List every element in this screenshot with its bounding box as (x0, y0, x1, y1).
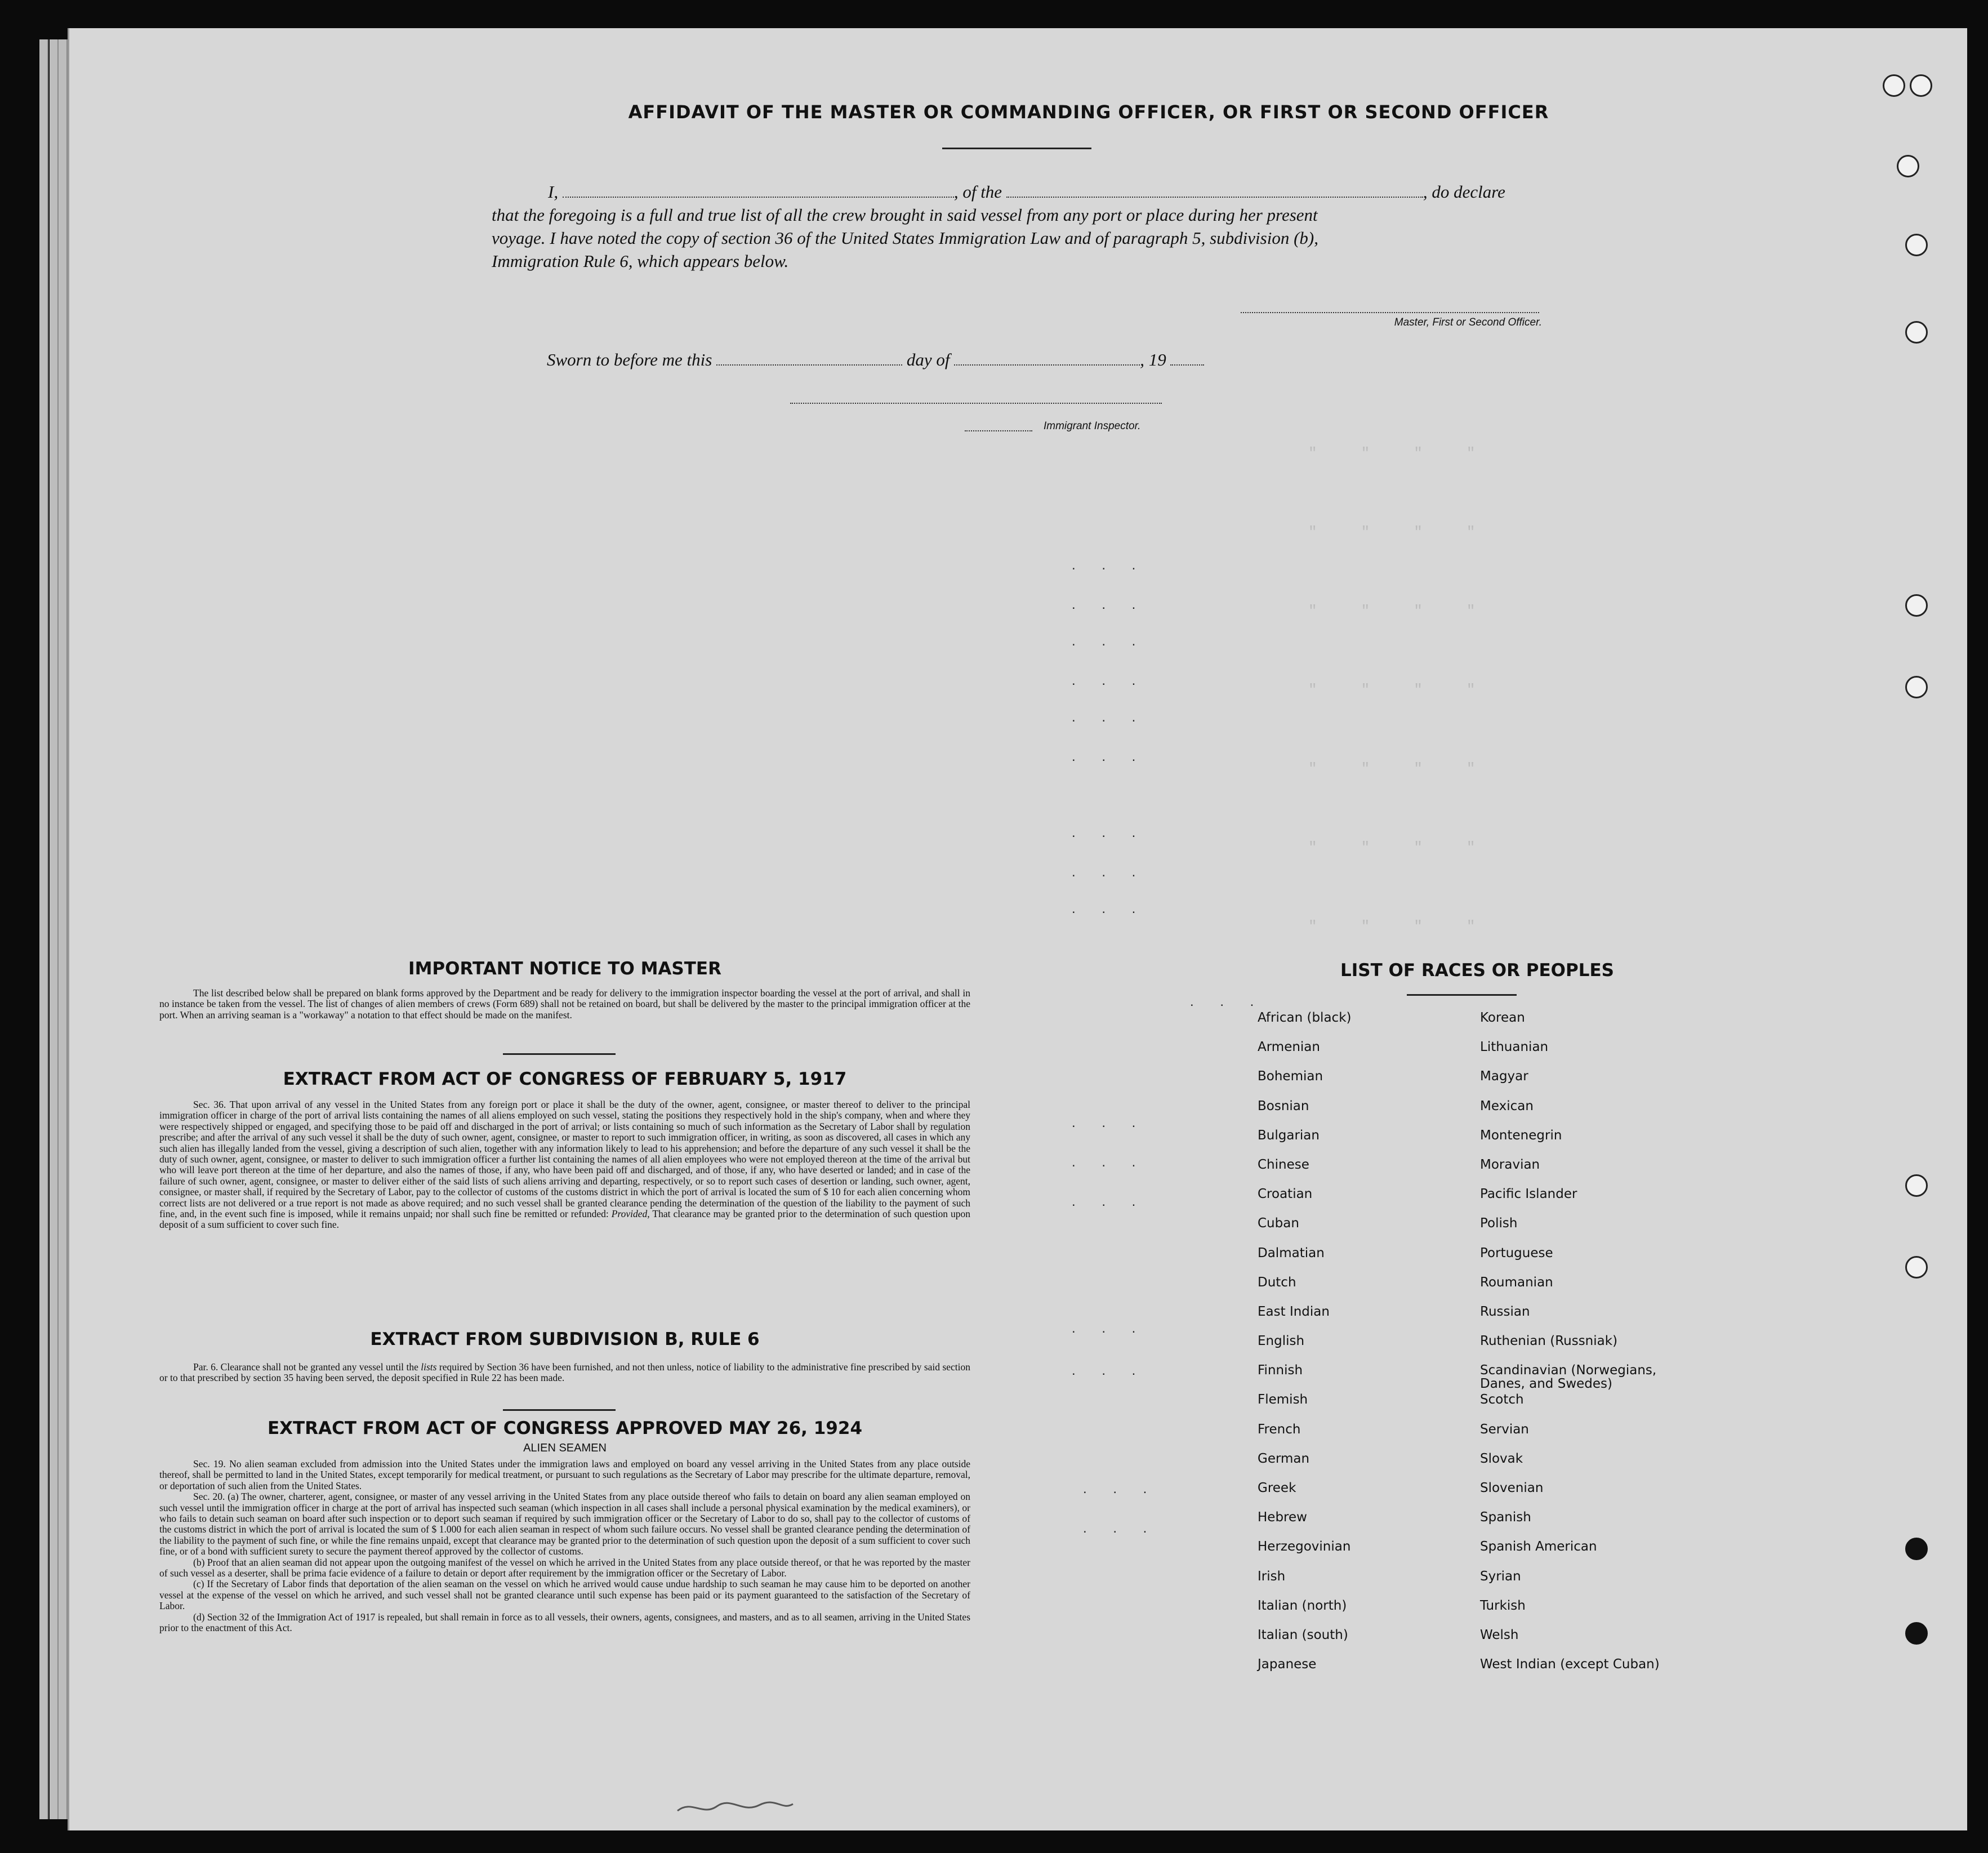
master-signature-line[interactable] (1241, 312, 1539, 313)
act-1917-title: EXTRACT FROM ACT OF CONGRESS OF FEBRUARY 5, 1917 (283, 1069, 847, 1089)
race-item: Croatian (1258, 1187, 1313, 1202)
inspector-short-line (965, 430, 1032, 431)
affidavit-line2: that the foregoing is a full and true list of all the crew brought in said vessel from any port or place during her present (492, 205, 1318, 225)
race-item: Slovenian (1480, 1481, 1544, 1495)
race-item: Pacific Islander (1480, 1187, 1577, 1202)
race-item: Welsh (1480, 1627, 1519, 1642)
race-item: Montenegrin (1480, 1128, 1562, 1143)
race-item: Roumanian (1480, 1275, 1553, 1290)
race-item: Italian (south) (1258, 1627, 1348, 1642)
race-item: Korean (1480, 1010, 1525, 1025)
race-item: French (1258, 1422, 1301, 1437)
race-item: Herzegovinian (1258, 1539, 1351, 1554)
binder-hole-icon (1905, 1174, 1928, 1197)
race-item: Japanese (1258, 1657, 1317, 1672)
race-item: Bulgarian (1258, 1128, 1320, 1143)
race-item: East Indian (1258, 1304, 1330, 1319)
races-column-1 (1258, 1011, 1351, 1687)
rule-6-divider (503, 1409, 616, 1411)
race-item: Irish (1258, 1569, 1286, 1584)
sworn-year-blank[interactable] (1170, 350, 1204, 366)
form-sheet: " " " " " " " " " " " " " " " " " " " " " " " " " " " " . . . . . . . . . . . . . . . . . . . . . . . . . . . . . . . . . . . . . . . . . . . . . . . . . . . AFFIDAVIT OF THE MASTER OR COMMANDING OFFICER, OR FIRST OR SECOND OFFICER I, , of the , do declare that the foregoing is a full and true list of all the crew brought in said vessel from any port or place during her present voyage. I have noted the copy of section 36 of the United States Immigration Law and of paragraph 5, subdivision (b), Immigration Rule 6, which appears below. Master, First or Second Officer. Sworn to before me this day of , 19 Immigrant Inspector. IMPORTANT NOTICE TO MASTER The list described below shall be prepared on blank forms approved by the Department and be ready for delivery to the immigration inspector boarding the vessel at the port of arrival, and shall in no instance be taken from the vessel. The list of changes of alien members of crews (Form 689) shall not be retained on board, but shall be delivered by the master to the principal immigration officer at the port. When an arriving seaman is a "workaway" a notation to that effect should be made on the manifest. EXTRACT FROM ACT OF CONGRESS OF FEBRUARY 5, 1917 Sec. 36. That upon arrival of any vessel in the United States from any foreign port or place it shall be the duty of the owner, agent, consignee, or master thereof to deliver to the principal immigration officer in charge of the port of arrival lists containing the names of all aliens employed on such vessel, stating the positions they respectively hold in the ship's company, when and where they were respectively shipped or engaged, and specifying those to be paid off and discharged in the port of arrival; or lists containing so much of such information as the Secretary of Labor shall by regulation prescribe; and after the arrival of any such vessel it shall be the duty of such owner, agent, consignee, or master to report to such immigration officer, in writing, as soon as discovered, all cases in which any such alien has illegally landed from the vessel, giving a description of such alien, together with any information likely to lead to his apprehension; and before the departure of any such vessel it shall be the duty of such owner, agent, consignee, or master to deliver to such immigration officer a further list containing the names of all alien employees who were not employed thereon at the time of the arrival but who will leave port thereon at the time of her departure, and also the names of those, if any, who have been paid off and discharged, and of those, if any, who have deserted or landed; and in case of the failure of such owner, agent, consignee, or master to deliver either of the said lists of such aliens arriving and departing, respectively, or so to report such cases of desertion or landing, such owner, agent, consignee, or master shall, if required by the Secretary of Labor, pay to the collector of customs of the customs district in which the port of arrival is located the sum of $ 10 for each alien concerning whom correct lists are not delivered or a true report is not made as above required; and no such vessel shall be granted clearance pending the determination of the question of the liability to the payment of such fine, and, in the event such fine is imposed, while it remains unpaid; nor shall such fine be remitted or refunded: Provided, That clearance may be granted prior to the determination of such question upon deposit of a sum sufficient to cover such fine. EXTRACT FROM SUBDIVISION B, RULE 6 Par. 6. Clearance shall not be granted any vessel until the lists required by Section 36 have been furnished, and not then unless, notice of liability to the administrative fine prescribed by said section or to that prescribed by section 35 having been served, the deposit specified in Rule 22 has been made. EXTRACT FROM ACT OF CONGRESS APPROVED MAY 26, 1924 ALIEN SEAMEN Sec. 19. No alien seaman excluded from admission into the United States under the immigration laws and employed on board any vessel arriving in the United States from any place outside thereof, shall be permitted to land in the United States, except temporarily for medical treatment, or pursuant to such regulations as the Secretary of Labor may prescribe for the ultimate departure, removal, or deportation of such alien from the United States. Sec. 20. (a) The owner, charterer, agent, consignee, or master of any vessel arriving in the United States from any place outside thereof who fails to detain on board any alien seaman employed on such vessel until the immigration officer in charge at the port of arrival has inspected such seaman (which inspection in all cases shall include a personal physical examination by the medical examiners), or who fails to detain such seaman on board after such inspection or to deport such seaman if required by such immigration officer or the Secretary of Labor to do so, shall pay to the collector of customs of the customs district in which the port of arrival is located the sum of $ 1.000 for each alien seaman in respect of whom such failure occurs. No vessel shall be granted clearance pending the determination of the liability to the payment of such fine, or while the fine remains unpaid, except that clearance may be granted prior to the determination of such question upon the deposit of a sum sufficient to cover such fine, or of a bond with sufficient surety to secure the payment thereof approved by the collector of customs. (b) Proof that an alien seaman did not appear upon the outgoing manifest of the vessel on which he arrived in the United States from any place outside thereof, or that he was reported by the master of such vessel as a deserter, shall be prima facie evidence of a failure to detain or deport after requirement by the immigration officer or the Secretary of Labor. (c) If the Secretary of Labor finds that deportation of the alien seaman on the vessel on which he arrived would cause undue hardship to such seaman he may cause him to be deported on another vessel at the expense of the vessel on which he arrived, and such vessel shall not be granted clearance until such expense has been paid or its payment guaranteed to the satisfaction of the Secretary of Labor. (d) Section 32 of the Immigration Act of 1917 is repealed, but shall remain in force as to all vessels, their owners, agents, consignees, and masters, and as to all seamen, arriving in the United States prior to the enactment of this Act. LIST OF RACES OR PEOPLES African (black) Armenian Bohemian Bosnian Bulgarian Chinese Croatian Cuban Dalmatian Dutch East Indian English Finnish Flemish French German Greek Hebrew Herzegovinian Irish Italian (north) Italian (south) Japanese Korean Lithuanian Magyar Mexican Montenegrin Moravian Pacific Islander Polish Portuguese Roumanian Russian Ruthenian (Russniak) Scandinavian (Norwegians, Danes, and Swedes) Scotch Servian Slovak Slovenian Spanish Spanish American Syrian Turkish Welsh West Indian (except Cuban) (68, 28, 1967, 1830)
race-item: Greek (1258, 1481, 1296, 1495)
race-item: Dutch (1258, 1275, 1296, 1290)
affidavit-text: I, , of the , do declare that the foregoing is a full and true list of all the crew brought in said vessel from any port or place during her present voyage. I have noted the copy of section 36 of the United States Immigration Law and of paragraph 5, subdivision (b), Immigration Rule 6, which appears below. (492, 180, 1612, 273)
race-item: Servian (1480, 1422, 1529, 1437)
handwritten-mark-icon (675, 1794, 799, 1822)
race-item: Polish (1480, 1216, 1518, 1231)
race-item: German (1258, 1451, 1310, 1466)
race-item: Lithuanian (1480, 1040, 1549, 1055)
race-item: Moravian (1480, 1157, 1540, 1172)
sworn-day-blank[interactable] (716, 350, 902, 366)
race-item: Armenian (1258, 1040, 1320, 1055)
race-item: Slovak (1480, 1451, 1523, 1466)
race-item: West Indian (except Cuban) (1480, 1657, 1660, 1672)
sworn-month-blank[interactable] (954, 350, 1140, 366)
race-item: Dalmatian (1258, 1245, 1325, 1260)
master-signature-label: Master, First or Second Officer. (1394, 317, 1542, 328)
rule-6-text: Par. 6. Clearance shall not be granted any vessel until the lists required by Section 36 have been furnished, and not then unless, notice of liability to the administrative fine prescribed by said section or to that prescribed by section 35 having been served, the deposit specified in Rule 22 has been made. (159, 1361, 971, 1384)
races-column-2 (1480, 1011, 1660, 1687)
race-item: Bosnian (1258, 1098, 1309, 1113)
binder-hole-icon (1905, 1256, 1928, 1279)
race-item: African (black) (1258, 1010, 1352, 1025)
sworn-line: Sworn to before me this day of , 19 (547, 348, 1335, 371)
race-item: Bohemian (1258, 1069, 1323, 1084)
races-divider (1407, 994, 1517, 996)
race-item: Portuguese (1480, 1245, 1553, 1260)
notice-text: The list described below shall be prepared on blank forms approved by the Department and be ready for delivery to the immigration inspector boarding the vessel at the port of arrival, and shall in no instance be taken from the vessel. The list of changes of alien members of crews (Form 689) shall not be retained on board, but shall be delivered by the master to the principal immigration officer at the port. When an arriving seaman is a "workaway" a notation to that effect should be made on the manifest. (159, 987, 970, 1021)
race-item: Turkish (1480, 1598, 1526, 1613)
binder-hole-icon (1905, 676, 1928, 698)
name-blank[interactable] (563, 182, 954, 198)
binder-hole-icon (1905, 234, 1928, 256)
races-title: LIST OF RACES OR PEOPLES (1340, 960, 1615, 981)
race-item: Flemish (1258, 1392, 1308, 1407)
act-1917-text: Sec. 36. That upon arrival of any vessel in the United States from any foreign port or place it shall be the duty of the owner, agent, consignee, or master thereof to deliver to the principal immigration officer in charge of the port of arrival lists containing the names of all aliens employed on such vessel, stating the positions they respectively hold in the ship's company, when and where they were respectively shipped or engaged, and specifying those to be paid off and discharged in the port of arrival; or lists containing so much of such information as the Secretary of Labor shall by regulation prescribe; and after the arrival of any such vessel it shall be the duty of such owner, agent, consignee, or master to report to such immigration officer, in writing, as soon as discovered, all cases in which any such alien has illegally landed from the vessel, giving a description of such alien, together with any information likely to lead to his apprehension; and before the departure of any such vessel it shall be the duty of such owner, agent, consignee, or master to deliver to such immigration officer a further list containing the names of all alien employees who were not employed thereon at the time of the arrival but who will leave port thereon at the time of her departure, and also the names of those, if any, who have been paid off and discharged, and of those, if any, who have deserted or landed; and in case of the failure of such owner, agent, consignee, or master to deliver either of the said lists of such aliens arriving and departing, respectively, or so to report such cases of desertion or landing, such owner, agent, consignee, or master shall, if required by the Secretary of Labor, pay to the collector of customs of the customs district in which the port of arrival is located the sum of $ 10 for each alien concerning whom correct lists are not delivered or a true report is not made as above required; and no such vessel shall be granted clearance pending the determination of the question of the liability to the payment of such fine, and, in the event such fine is imposed, while it remains unpaid; nor shall such fine be remitted or refunded: Provided, That clearance may be granted prior to the determination of such question upon deposit of a sum sufficient to cover such fine. (159, 1099, 971, 1231)
act-1924-subtitle: ALIEN SEAMEN (523, 1442, 607, 1454)
race-item: Syrian (1480, 1569, 1521, 1584)
race-item: Ruthenian (Russniak) (1480, 1334, 1618, 1349)
affidavit-line4: Immigration Rule 6, which appears below. (492, 251, 789, 271)
affidavit-title: AFFIDAVIT OF THE MASTER OR COMMANDING OFFICER, OR FIRST OR SECOND OFFICER (628, 101, 1549, 123)
race-item: English (1258, 1334, 1305, 1349)
act-1924-text: Sec. 19. No alien seaman excluded from admission into the United States under the immigration laws and employed on board any vessel arriving in the United States from any place outside thereof, shall be permitted to land in the United States, except temporarily for medical treatment, or pursuant to such regulations as the Secretary of Labor may prescribe for the ultimate departure, removal, or deportation of such alien from the United States. Sec. 20. (a) The owner, charterer, agent, consignee, or master of any vessel arriving in the United States from any place outside thereof who fails to detain on board any alien seaman employed on such vessel until the immigration officer in charge at the port of arrival has inspected such seaman (which inspection in all cases shall include a personal physical examination by the medical examiners), or who fails to detain such seaman on board after such inspection or to deport such seaman if required by such immigration officer or the Secretary of Labor to do so, shall pay to the collector of customs of the customs district in which the port of arrival is located the sum of $ 1.000 for each alien seaman in respect of whom such failure occurs. No vessel shall be granted clearance pending the determination of the liability to the payment of such fine, or while the fine remains unpaid, except that clearance may be granted prior to the determination of such question upon the deposit of a sum sufficient to cover such fine, or of a bond with sufficient surety to secure the payment thereof approved by the collector of customs. (b) Proof that an alien seaman did not appear upon the outgoing manifest of the vessel on which he arrived in the United States from any place outside thereof, or that he was reported by the master of such vessel as a deserter, shall be prima facie evidence of a failure to detain or deport after requirement by the immigration officer or the Secretary of Labor. (c) If the Secretary of Labor finds that deportation of the alien seaman on the vessel on which he arrived would cause undue hardship to such seaman he may cause him to be deported on another vessel at the expense of the vessel on which he arrived, and such vessel shall not be granted clearance until such expense has been paid or its payment guaranteed to the satisfaction of the Secretary of Labor. (d) Section 32 of the Immigration Act of 1917 is repealed, but shall remain in force as to all vessels, their owners, agents, consignees, and masters, and as to all seamen, arriving in the United States prior to the enactment of this Act. (159, 1458, 970, 1634)
binder-hole-icon (1905, 1622, 1928, 1645)
race-item: Russian (1480, 1304, 1530, 1319)
notice-divider (503, 1053, 616, 1055)
race-item: Finnish (1258, 1363, 1303, 1378)
inspector-signature-line[interactable] (790, 403, 1162, 404)
race-item: Mexican (1480, 1098, 1534, 1113)
binder-hole-icon (1905, 594, 1928, 617)
race-item: Scandinavian (Norwegians, Danes, and Swedes) (1480, 1363, 1657, 1392)
binder-hole-icon (1905, 321, 1928, 344)
inspector-label: Immigrant Inspector. (1044, 420, 1141, 432)
vessel-blank[interactable] (1006, 182, 1423, 198)
race-item: Scotch (1480, 1392, 1524, 1407)
race-item: Spanish (1480, 1510, 1531, 1525)
notice-title: IMPORTANT NOTICE TO MASTER (408, 959, 721, 979)
race-item: Hebrew (1258, 1510, 1307, 1525)
binder-hole-icon (1910, 74, 1932, 97)
binder-hole-icon (1905, 1538, 1928, 1560)
rule-6-title: EXTRACT FROM SUBDIVISION B, RULE 6 (370, 1329, 760, 1349)
act-1924-title: EXTRACT FROM ACT OF CONGRESS APPROVED MAY 26, 1924 (267, 1418, 863, 1438)
binder-hole-icon (1897, 155, 1919, 177)
title-divider (942, 148, 1091, 149)
race-item: Cuban (1258, 1216, 1299, 1231)
race-item: Chinese (1258, 1157, 1309, 1172)
race-item: Spanish American (1480, 1539, 1597, 1554)
race-item: Magyar (1480, 1069, 1528, 1084)
race-item: Italian (north) (1258, 1598, 1347, 1613)
affidavit-line3: voyage. I have noted the copy of section 36 of the United States Immigration Law and of paragraph 5, subdivision (b), (492, 228, 1318, 248)
binder-hole-icon (1883, 74, 1905, 97)
